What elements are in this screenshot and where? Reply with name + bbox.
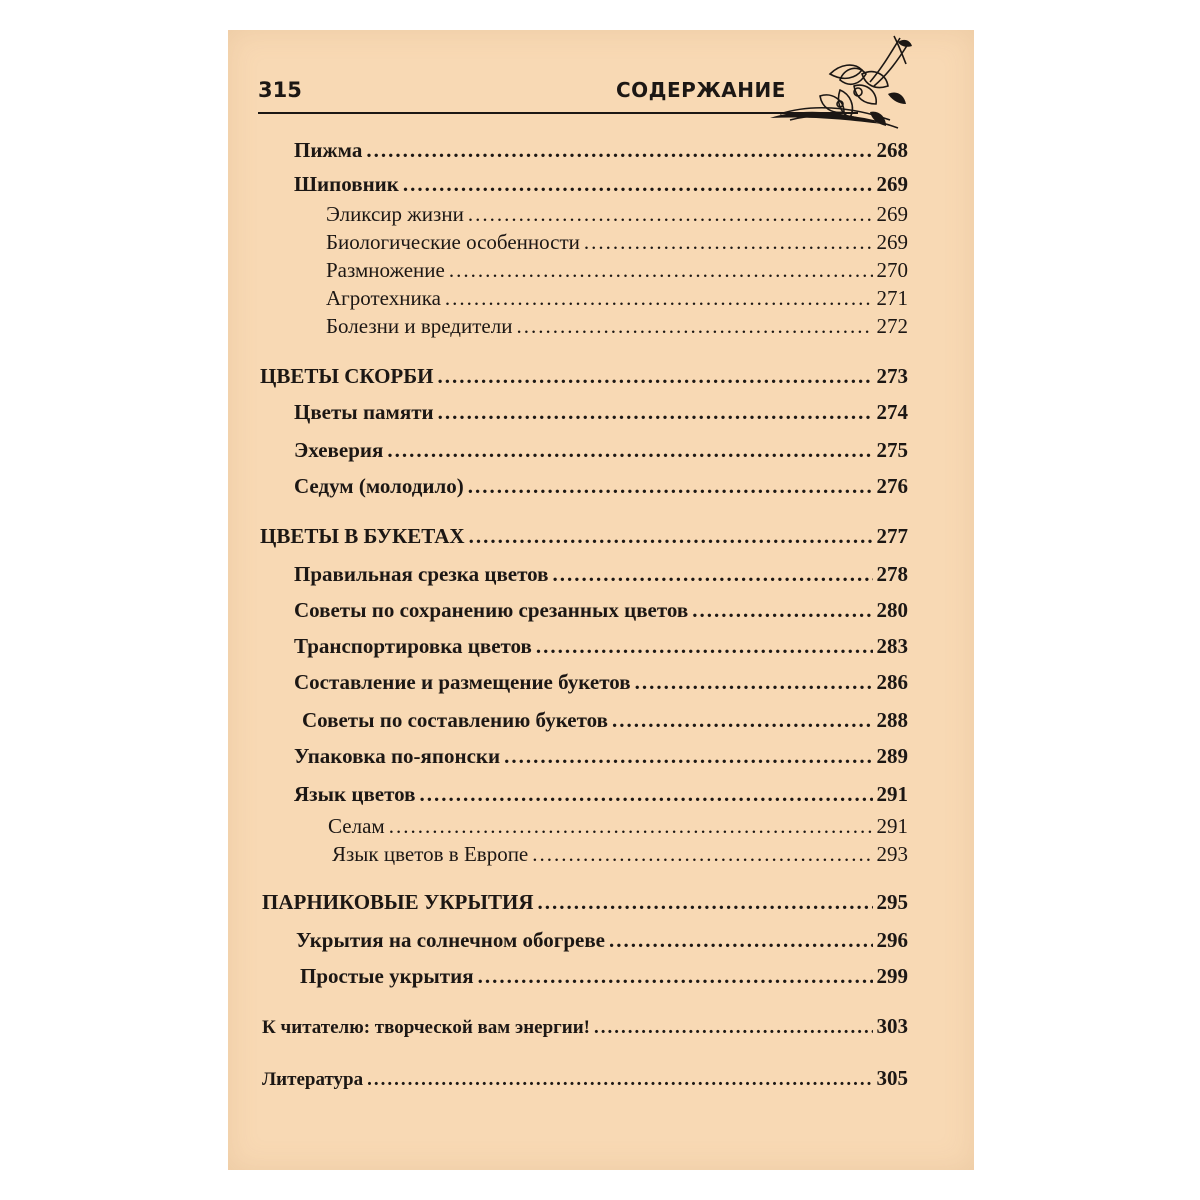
toc-entry-title: Советы по составлению букетов <box>302 708 608 732</box>
toc-leader-dots <box>389 814 873 839</box>
toc-leader-dots <box>532 842 872 867</box>
toc-entry <box>294 634 908 659</box>
toc-entry-title: Язык цветов в Европе <box>332 842 529 866</box>
toc-leader-dots <box>478 964 873 989</box>
toc-entry-title: Язык цветов <box>294 782 416 806</box>
toc-leader-dots <box>468 474 873 499</box>
toc-section-title: К читателю: творческой вам энергии! <box>262 1017 591 1038</box>
toc-entry <box>294 438 908 463</box>
toc-entry-page: 291 <box>876 814 908 838</box>
toc-entry <box>294 782 908 807</box>
toc-leader-dots <box>516 314 872 339</box>
toc-leader-dots <box>403 172 873 197</box>
page-number: 315 <box>258 78 302 102</box>
toc-entry <box>294 172 908 197</box>
toc-leader-dots <box>612 708 873 733</box>
toc-leader-dots <box>468 202 873 227</box>
toc-subentry <box>326 314 908 339</box>
toc-entry-page: 273 <box>876 364 908 388</box>
toc-entry-title: Шиповник <box>294 172 399 196</box>
toc-section-title: ПАРНИКОВЫЕ УКРЫТИЯ <box>262 890 534 914</box>
toc-entry-page: 295 <box>876 890 908 914</box>
toc-entry <box>302 708 908 733</box>
toc-section <box>260 364 908 389</box>
toc-entry <box>294 598 908 623</box>
toc-entry-title: Цветы памяти <box>294 400 434 424</box>
toc-leader-dots <box>367 1069 872 1091</box>
toc-entry-title: Составление и размещение букетов <box>294 670 631 694</box>
toc-entry-title: Эликсир жизни <box>326 202 464 226</box>
toc-entry-page: 269 <box>876 230 908 254</box>
toc-entry-title: Простые укрытия <box>300 964 474 988</box>
toc-leader-dots <box>584 230 873 255</box>
toc-entry-title: Болезни и вредители <box>326 314 513 338</box>
page-title: СОДЕРЖАНИЕ <box>616 78 786 102</box>
toc-entry-title: Биологические особенности <box>326 230 580 254</box>
toc-section <box>262 1066 908 1091</box>
toc-entry-title: Упаковка по-японски <box>294 744 501 768</box>
toc-entry-page: 268 <box>876 138 908 162</box>
toc-leader-dots <box>609 928 873 953</box>
toc-entry-page: 274 <box>876 400 908 424</box>
toc-entry-page: 291 <box>876 782 908 806</box>
toc-entry-page: 270 <box>876 258 908 282</box>
toc-leader-dots <box>387 438 872 463</box>
toc-subentry <box>326 230 908 255</box>
toc-subentry <box>326 258 908 283</box>
toc-leader-dots <box>538 890 873 915</box>
toc-entry-page: 286 <box>876 670 908 694</box>
toc-entry-page: 303 <box>876 1014 908 1038</box>
toc-leader-dots <box>504 744 872 769</box>
toc-entry-page: 288 <box>876 708 908 732</box>
toc-section-title: ЦВЕТЫ СКОРБИ <box>260 364 434 388</box>
toc-entry-page: 293 <box>876 842 908 866</box>
toc-leader-dots <box>536 634 873 659</box>
toc-leader-dots <box>438 400 873 425</box>
toc-entry-page: 275 <box>876 438 908 462</box>
toc-entry-page: 277 <box>876 524 908 548</box>
toc-leader-dots <box>469 524 873 549</box>
toc-entry <box>294 562 908 587</box>
toc-leader-dots <box>437 364 872 389</box>
toc-entry <box>294 138 908 163</box>
toc-section-title: ЦВЕТЫ В БУКЕТАХ <box>260 524 465 548</box>
toc-entry <box>300 964 908 989</box>
toc-entry-page: 280 <box>876 598 908 622</box>
toc-entry-page: 296 <box>876 928 908 952</box>
toc-entry-title: Агротехника <box>326 286 441 310</box>
toc-entry-page: 299 <box>876 964 908 988</box>
toc-entry-title: Размножение <box>326 258 445 282</box>
toc-entry-page: 305 <box>876 1066 908 1090</box>
toc-entry-title: Транспортировка цветов <box>294 634 532 658</box>
toc-entry <box>294 670 908 695</box>
toc-entry-title: Правильная срезка цветов <box>294 562 549 586</box>
toc-entry <box>296 928 908 953</box>
toc-subentry <box>326 202 908 227</box>
toc-section <box>262 1014 908 1039</box>
toc-entry-title: Укрытия на солнечном обогреве <box>296 928 605 952</box>
toc-leader-dots <box>449 258 873 283</box>
toc-entry-page: 269 <box>876 202 908 226</box>
toc-section-title: Литература <box>262 1069 364 1090</box>
toc-subentry <box>328 814 908 839</box>
toc-section <box>260 524 908 549</box>
toc-entry-page: 269 <box>876 172 908 196</box>
toc-leader-dots <box>445 286 873 311</box>
toc-subentry <box>332 842 908 867</box>
toc-leader-dots <box>366 138 872 163</box>
toc-entry-title: Советы по сохранению срезанных цветов <box>294 598 689 622</box>
toc-entry <box>294 400 908 425</box>
toc-entry-page: 283 <box>876 634 908 658</box>
toc-entry-title: Седум (молодило) <box>294 474 464 498</box>
toc-subentry <box>326 286 908 311</box>
toc-entry-page: 272 <box>876 314 908 338</box>
toc-entry-title: Селам <box>328 814 385 838</box>
toc-entry-page: 289 <box>876 744 908 768</box>
toc-leader-dots <box>635 670 873 695</box>
toc-entry-page: 276 <box>876 474 908 498</box>
toc-entry-title: Пижма <box>294 138 363 162</box>
toc-section <box>262 890 908 915</box>
toc-entry <box>294 744 908 769</box>
toc-entry <box>294 474 908 499</box>
toc-leader-dots <box>594 1017 872 1039</box>
toc-entry-page: 271 <box>876 286 908 310</box>
toc-leader-dots <box>692 598 872 623</box>
toc-leader-dots <box>419 782 872 807</box>
toc-entry-title: Эхеверия <box>294 438 384 462</box>
toc-entry-page: 278 <box>876 562 908 586</box>
toc-leader-dots <box>552 562 872 587</box>
